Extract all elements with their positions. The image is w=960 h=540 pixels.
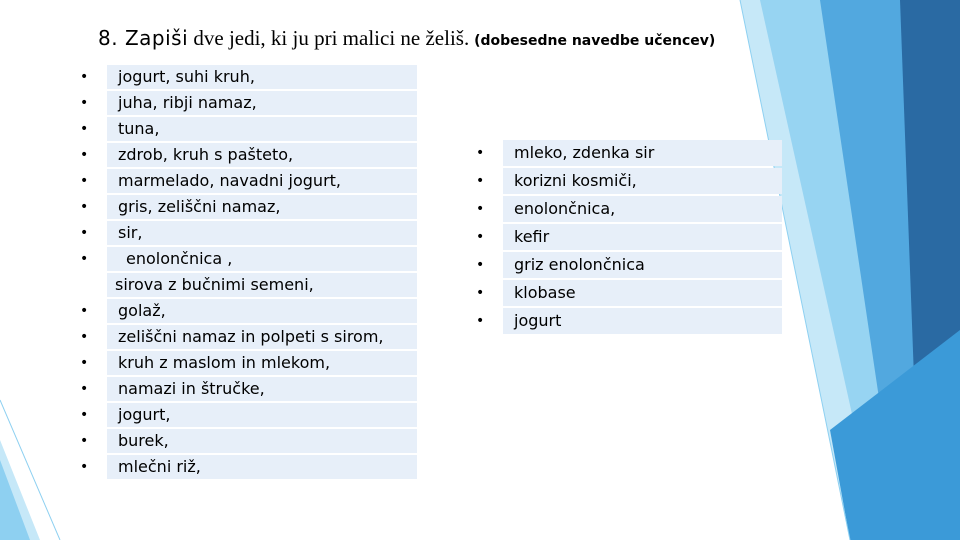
bullet-icon: •	[80, 381, 89, 397]
bullet-icon: •	[476, 229, 485, 245]
list-item-text: jogurt	[514, 311, 562, 330]
list-item-text: zeliščni namaz in polpeti s sirom,	[118, 327, 384, 346]
bullet-icon: •	[80, 225, 89, 241]
list-item-text: sir,	[118, 223, 143, 242]
list-item-text: sirova z bučnimi semeni,	[115, 275, 314, 294]
bullet-icon: •	[80, 433, 89, 449]
list-item-text: kefir	[514, 227, 550, 246]
bullet-icon: •	[80, 69, 89, 85]
list-item-text: jogurt, suhi kruh,	[118, 67, 255, 86]
bullet-icon: •	[476, 145, 485, 161]
bullet-icon: •	[476, 173, 485, 189]
list-item-text: zdrob, kruh s pašteto,	[118, 145, 294, 164]
list-item-text: mlečni riž,	[118, 457, 201, 476]
list-item-background	[107, 221, 417, 245]
slide-title	[98, 24, 715, 55]
bullet-icon: •	[80, 173, 89, 189]
list-item-text: namazi in štručke,	[118, 379, 265, 398]
list-item-text: marmelado, navadni jogurt,	[118, 171, 341, 190]
bullet-icon: •	[80, 355, 89, 371]
list-item-text: griz enolončnica	[514, 255, 645, 274]
bullet-icon: •	[80, 329, 89, 345]
bullet-icon: •	[476, 257, 485, 273]
list-item-text: enolončnica ,	[126, 249, 233, 268]
list-item-text: burek,	[118, 431, 169, 450]
list-item-text: golaž,	[118, 301, 166, 320]
bullet-icon: •	[476, 285, 485, 301]
bullet-icon: •	[80, 121, 89, 137]
list-item-text: jogurt,	[118, 405, 171, 424]
bullet-icon: •	[80, 147, 89, 163]
title-number: 8. Zapiši	[98, 26, 189, 50]
list-item-text: korizni kosmiči,	[514, 171, 637, 190]
bullet-icon: •	[80, 95, 89, 111]
bullet-icon: •	[80, 199, 89, 215]
bullet-icon: •	[80, 459, 89, 475]
title-note: (dobesedne navedbe učencev)	[469, 33, 716, 49]
bullet-icon: •	[80, 251, 89, 267]
title-question: dve jedi, ki ju pri malici ne želiš.	[188, 26, 470, 50]
list-item-text: enolončnica,	[514, 199, 616, 218]
bullet-icon: •	[80, 303, 89, 319]
list-item-text: klobase	[514, 283, 576, 302]
list-item-text: kruh z maslom in mlekom,	[118, 353, 331, 372]
list-item-text: gris, zeliščni namaz,	[118, 197, 281, 216]
bullet-icon: •	[476, 313, 485, 329]
bullet-icon: •	[80, 407, 89, 423]
bullet-icon: •	[476, 201, 485, 217]
list-item-text: juha, ribji namaz,	[118, 93, 257, 112]
decor-left-triangle	[0, 460, 30, 540]
list-item-text: mleko, zdenka sir	[514, 143, 655, 162]
list-item-text: tuna,	[118, 119, 160, 138]
